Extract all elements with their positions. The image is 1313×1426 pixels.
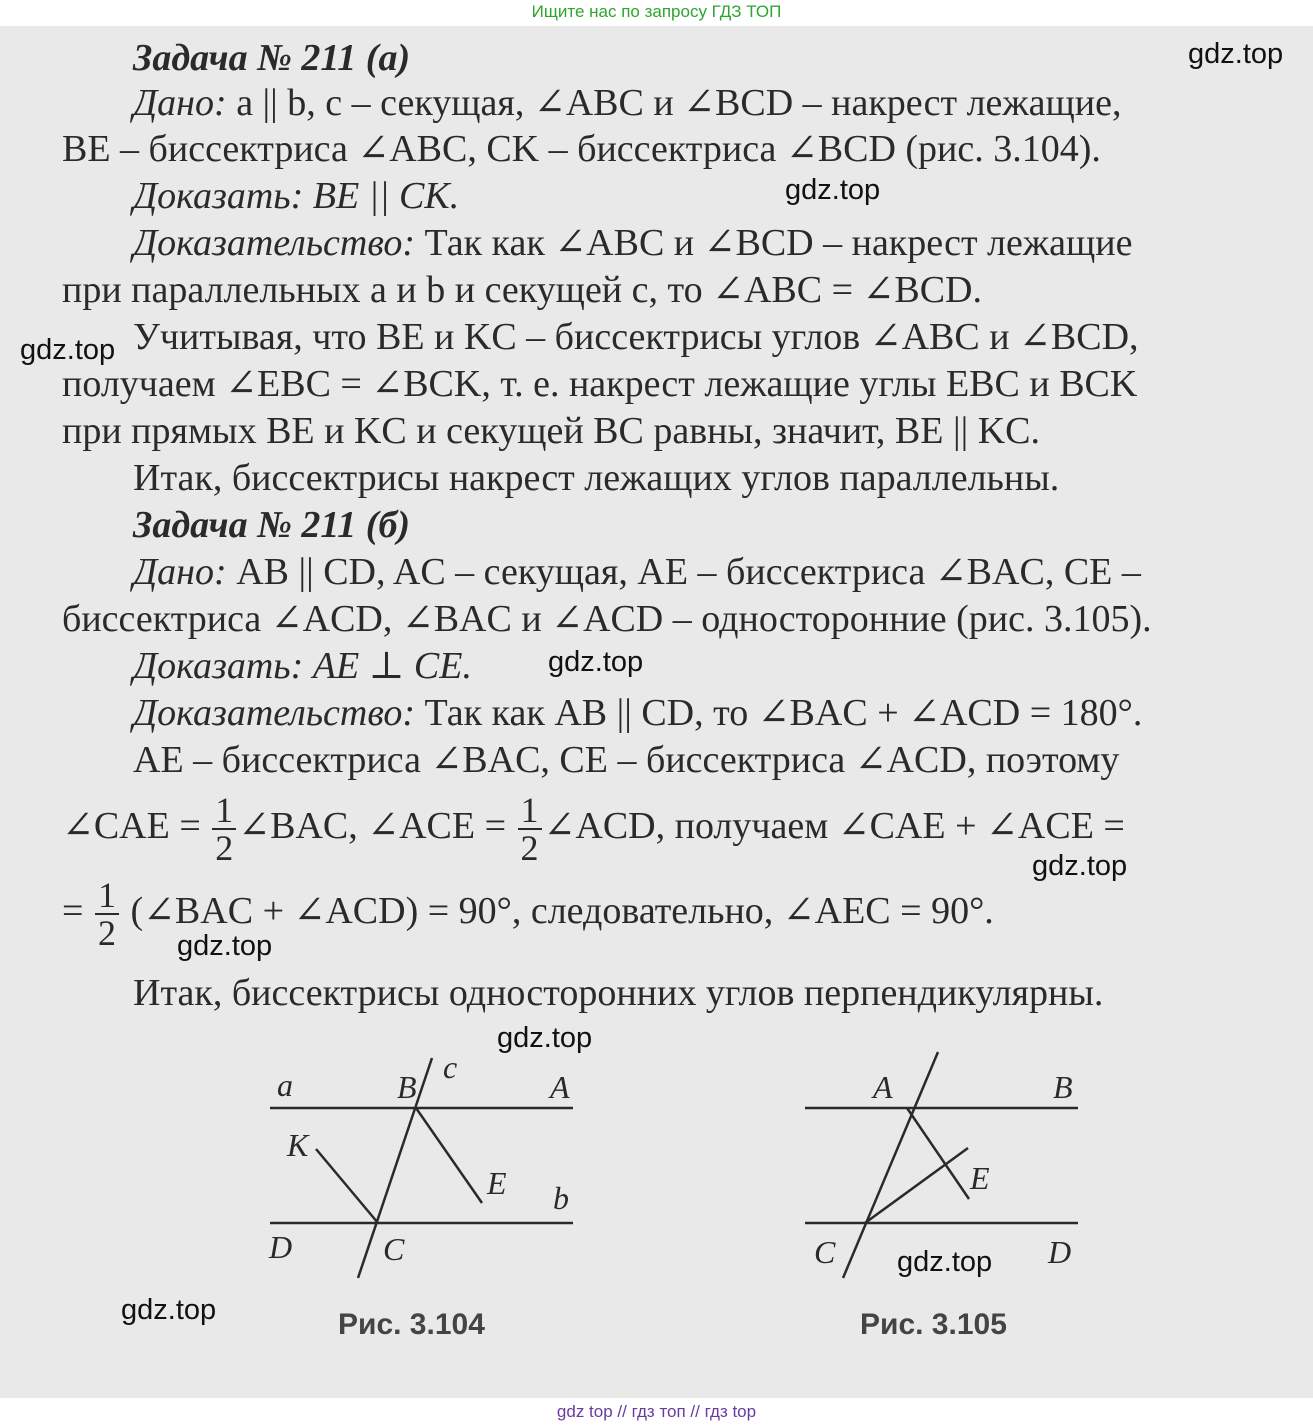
fraction-one-half xyxy=(95,875,119,954)
watermark: gdz.top xyxy=(897,1246,993,1278)
task-a-prove xyxy=(133,174,459,218)
given-text: a || b, c – секущая, ∠ABC и ∠BCD – накрест лежащие, xyxy=(226,82,1122,124)
task-a-given-line-1 xyxy=(133,81,1122,125)
task-a-proof-line-4: получаем ∠EBC = ∠BCK, т. е. накрест лежащие углы EBC и BCK xyxy=(62,363,1138,405)
label-a: a xyxy=(277,1067,293,1103)
proof-label: Доказательство: xyxy=(133,222,416,264)
task-b-conclusion: Итак, биссектрисы односторонних углов перпендикулярны. xyxy=(133,972,1104,1014)
task-a-given-line-2: BE – биссектриса ∠ABC, CK – биссектриса ∠BCD (рис. 3.104). xyxy=(62,128,1101,170)
watermark: gdz.top xyxy=(785,174,881,206)
task-b-title: Задача № 211 (б) xyxy=(133,504,411,546)
watermark: gdz.top xyxy=(121,1294,217,1326)
fraction-one-half xyxy=(212,790,236,869)
fraction-one-half xyxy=(518,790,542,869)
prove-text: AE ⊥ CE. xyxy=(303,645,472,687)
fraction-numerator: 1 xyxy=(212,792,236,830)
task-b-proof-line-1 xyxy=(133,691,1142,735)
label-B: B xyxy=(397,1069,417,1105)
task-a-proof-line-5: при прямых BE и KC и секущей BC равны, значит, BE || KC. xyxy=(62,410,1040,452)
fraction-denominator: 2 xyxy=(215,828,234,869)
watermark: gdz.top xyxy=(548,646,644,678)
eq2-part-b: (∠BAC + ∠ACD) = 90°, следовательно, ∠AEC = 90°. xyxy=(120,890,994,932)
eq1-part-c: ∠ACD, получаем ∠CAE + ∠ACE = xyxy=(543,805,1125,847)
task-a-proof-line-3: Учитывая, что BE и KC – биссектрисы углов ∠ABC и ∠BCD, xyxy=(133,316,1139,358)
given-label: Дано: xyxy=(133,551,227,593)
bisector-ce xyxy=(865,1148,968,1223)
task-a-title: Задача № 211 (а) xyxy=(133,37,411,79)
label-E: E xyxy=(487,1165,507,1201)
given-label: Дано: xyxy=(133,82,227,124)
label-A: A xyxy=(550,1069,570,1105)
textbook-page xyxy=(0,26,1313,1398)
watermark: gdz.top xyxy=(1032,850,1128,882)
label-c: c xyxy=(443,1049,458,1085)
label-C: C xyxy=(814,1234,836,1270)
watermark: gdz.top xyxy=(497,1022,593,1054)
eq1-part-a: ∠CAE = xyxy=(62,805,211,847)
watermark: gdz.top xyxy=(177,930,273,962)
prove-text: BE || CK. xyxy=(303,175,460,217)
top-banner[interactable]: Ищите нас по запросу ГДЗ ТОП xyxy=(0,0,1313,26)
label-D: D xyxy=(269,1229,293,1265)
label-K: K xyxy=(287,1127,309,1163)
bisector-ck xyxy=(316,1149,378,1223)
fraction-numerator: 1 xyxy=(95,877,119,915)
label-b: b xyxy=(553,1180,569,1216)
caption-3-104: Рис. 3.104 xyxy=(338,1308,485,1341)
task-a-proof-line-1 xyxy=(133,221,1132,265)
task-b-given-line-1 xyxy=(133,550,1141,594)
label-D: D xyxy=(1048,1234,1072,1270)
watermark: gdz.top xyxy=(1188,38,1284,70)
caption-3-105: Рис. 3.105 xyxy=(860,1308,1007,1341)
bisector-be xyxy=(416,1108,482,1203)
watermark: gdz.top xyxy=(20,334,116,366)
prove-label: Доказать: xyxy=(133,175,304,217)
figure-3-104 xyxy=(260,1046,600,1286)
task-a-proof-line-2: при параллельных a и b и секущей c, то ∠ABC = ∠BCD. xyxy=(62,269,982,311)
fraction-numerator: 1 xyxy=(518,792,542,830)
fraction-denominator: 2 xyxy=(520,828,539,869)
bottom-banner[interactable]: gdz top // гдз топ // гдз top xyxy=(0,1398,1313,1426)
task-b-proof-line-2: AE – биссектриса ∠BAC, CE – биссектриса ∠ACD, поэтому xyxy=(133,739,1120,781)
eq2-part-a: = xyxy=(62,890,93,932)
task-b-equation-1 xyxy=(62,781,1125,871)
proof-label: Доказательство: xyxy=(133,692,416,734)
prove-label: Доказать: xyxy=(133,645,304,687)
proof-text: Так как ∠ABC и ∠BCD – накрест лежащие xyxy=(415,222,1133,264)
eq1-part-b: ∠BAC, ∠ACE = xyxy=(238,805,516,847)
task-b-given-line-2: биссектриса ∠ACD, ∠BAC и ∠ACD – односторонние (рис. 3.105). xyxy=(62,598,1152,640)
label-C: C xyxy=(383,1231,405,1267)
given-text: AB || CD, AC – секущая, AE – биссектриса ∠BAC, CE – xyxy=(226,551,1141,593)
task-b-prove xyxy=(133,644,472,688)
label-B: B xyxy=(1053,1069,1073,1105)
label-E: E xyxy=(970,1160,990,1196)
proof-text: Так как AB || CD, то ∠BAC + ∠ACD = 180°. xyxy=(415,692,1143,734)
label-A: A xyxy=(873,1069,893,1105)
fraction-denominator: 2 xyxy=(97,913,116,954)
task-a-conclusion: Итак, биссектрисы накрест лежащих углов параллельны. xyxy=(133,457,1060,499)
